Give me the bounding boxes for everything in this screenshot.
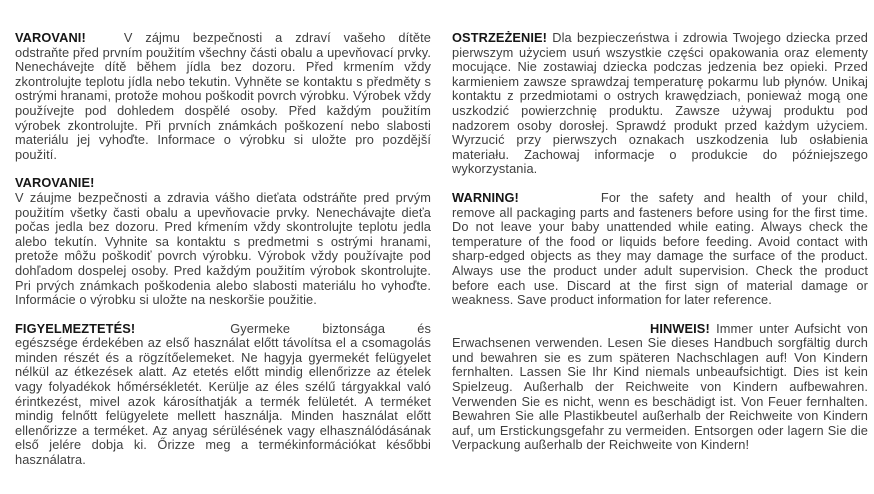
heading-gap [86,41,124,42]
polish-paragraph [452,31,868,177]
section-warning-polish [452,31,868,177]
english-body-text: For the safety and health of your child, remove all packaging parts and fasteners before using for the first time. Do not leave your baby unattended while eating. Always check the temperature of the food or liquids before feeding. Avoid contact with sharp-edged objects as they may damage the surface of the product. Always use the product under adult supervision. Check the product before each use. Discard at the first sign of material damage or weakness. Save product information for later reference. [452,189,868,308]
czech-heading: VAROVANI! [15,30,86,45]
hungarian-heading: FIGYELMEZTETÉS! [15,320,136,336]
section-notice-german [452,322,868,453]
slovak-body-text: V záujme bezpečnosti a zdravia vášho dieťata odstráňte pred prvým použitím všetky časti obalu a upevňovacie prvky. Nenechávajte dieťa počas jedla bez dozoru. Pred kŕmením vždy skontrolujte teplotu jedla alebo tekutín. Vyhnite sa kontaktu s predmetmi s ostrými hranami, pretože môžu poškodiť povrch výrobku. Výrobok vždy používajte pod dohľadom dospelej osoby. Pred každým použitím výrobok skontrolujte. Pri prvých známkach poškodenia alebo slabosti materiálu ho vyhoďte. Informácie o výrobku si uložte na neskoršie použitie. [15,189,431,308]
hungarian-paragraph [15,322,431,468]
left-column [15,31,431,494]
slovak-paragraph [15,176,431,307]
section-warning-hungarian [15,322,431,468]
slovak-heading: VAROVANIE! [15,175,95,191]
right-column [452,31,868,494]
polish-body-text: Dla bezpieczeństwa i zdrowia Twojego dziecka przed pierwszym użyciem usuń wszystkie części opakowania oraz elementy mocujące. Nie zostawiaj dziecka podczas jedzenia bez opieki. Przed karmieniem zawsze sprawdzaj temperaturę pokarmu lub płynów. Unikaj kontaktu z przedmiotami o ostrych krawędziach, ponieważ mogą one uszkodzić powierzchnię produktu. Zawsze używaj produktu pod nadzorem osoby dorosłej. Sprawdź produkt przed każdym użyciem. Wyrzucić przy pierwszych oznakach uszkodzenia lub osłabienia materiału. Zachowaj informacje o produkcie do późniejszego wykorzystania. [452,30,868,177]
german-heading: HINWEIS! [650,320,710,336]
polish-heading: OSTRZEŻENIE! [452,30,548,45]
section-warning-slovak [15,176,431,307]
czech-body-text: V zájmu bezpečnosti a zdraví vašeho dítěte odstraňte před prvním použitím všechny části obalu a upevňovací prvky. Nenechávejte dítě během jídla bez dozoru. Před krmením vždy zkontrolujte teplotu jídla nebo tekutin. Vyhněte se kontaktu s předměty s ostrými hranami, protože mohou poškodit povrch výrobku. Výrobek vždy používejte pod dohledem dospělé osoby. Před každým použitím výrobek zkontrolujte. Při prvních známkách poškození nebo slabosti materiálu jej vyhoďte. Informace o výrobku si uložte pro pozdější použití. [15,30,431,162]
english-heading: WARNING! [452,189,519,205]
english-paragraph [452,191,868,308]
section-warning-czech [15,31,431,162]
hungarian-body-text: Gyermeke biztonsága és egészsége érdekében az első használat előtt távolítsa el a csomagolás minden részét és a rögzítőelemeket. Ne hagyja gyermekét felügyelet nélkül az étkezések alatt. Az etetés előtt mindig ellenőrizze az ételek vagy folyadékok hőmérsékletét. Kerülje az éles szélű tárgyakkal való érintkezést, mivel azok károsíthatják a termék felületét. A terméket mindig felnőtt felügyelete mellett használja. Minden használat előtt ellenőrizze a terméket. Az anyag sérülésének vagy elhasználódásának első jelére dobja ki. Őrizze meg a termékinformációkat későbbi használatra. [15,320,431,468]
section-warning-english [452,191,868,308]
german-paragraph [452,322,868,453]
heading-gap [135,332,230,333]
german-body-text: Immer unter Aufsicht von Erwachsenen verwenden. Lesen Sie dieses Handbuch sorgfältig durch und bewahren sie es zum späteren Nachschlagen auf! Von Kindern fernhalten. Lassen Sie Ihr Kind niemals unbeaufsichtigt. Dies ist kein Spielzeug. Außerhalb der Reichweite von Kindern aufbewahren. Verwenden Sie es nicht, wenn es beschädigt ist. Von Feuer fernhalten. Bewahren Sie alle Plastikbeutel außerhalb der Reichweite von Kindern auf, um Erstickungsgefahr zu vermeiden. Entsorgen oder lagern Sie die Verpackung außerhalb der Reichweite von Kindern! [452,320,869,453]
heading-gap [519,201,601,202]
czech-paragraph [15,31,431,162]
